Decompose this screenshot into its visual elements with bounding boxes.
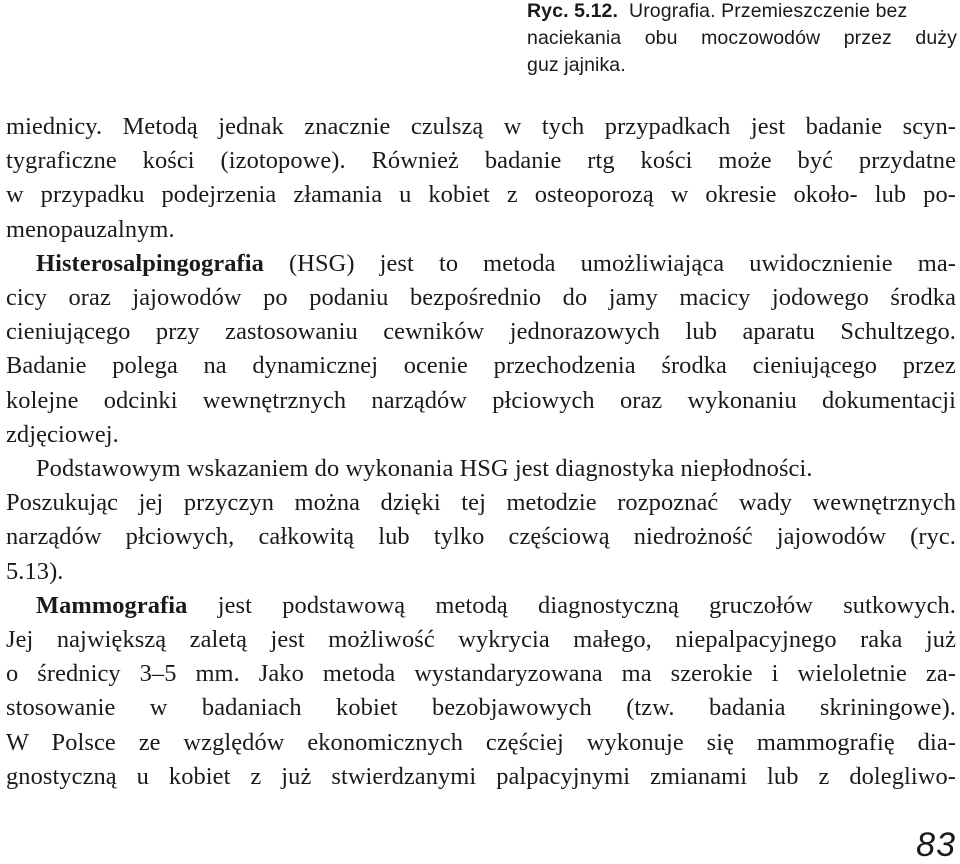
paragraph-mammography [6, 589, 956, 794]
text-line: Jej największą zaletą jest możliwość wykrycia małego, niepalpacyjnego raka już [6, 626, 956, 654]
text-line: Podstawowym wskazaniem do wykonania HSG jest diagnostyka niepłodności. [36, 455, 813, 483]
term-hsg: Histerosalpingografia [36, 249, 264, 277]
text-line [6, 247, 956, 281]
text-line [6, 589, 956, 623]
text-line: menopauzalnym. [6, 215, 175, 243]
caption-line-2: naciekania obu moczowodów przez duży [527, 27, 957, 49]
text-line: cicy oraz jajowodów po podaniu bezpośrednio do jamy macicy jodowego środka [6, 284, 956, 312]
body-text [6, 110, 956, 794]
text-line: o średnicy 3–5 mm. Jako metoda wystandaryzowana ma szerokie i wieloletnie za- [6, 660, 956, 688]
text-span: jest podstawową metodą diagnostyczną gruczołów sutkowych. [187, 591, 956, 619]
caption-line-1 [527, 0, 957, 25]
term-mammography: Mammografia [36, 591, 188, 619]
text-span: (HSG) jest to metoda umożliwiająca uwidocznienie ma- [263, 249, 956, 277]
text-line: W Polsce ze względów ekonomicznych częściej wykonuje się mammografię dia- [6, 728, 956, 756]
caption-label: Ryc. 5.12. [527, 0, 618, 22]
text-line: kolejne odcinki wewnętrznych narządów płciowych oraz wykonaniu dokumentacji [6, 386, 956, 414]
text-line: stosowanie w badaniach kobiet bezobjawowych (tzw. badania skriningowe). [6, 694, 956, 722]
paragraph-osteoporosis [6, 110, 956, 247]
caption-title: Urografia. Przemieszczenie bez [629, 0, 908, 22]
text-line: Badanie polega na dynamicznej ocenie przechodzenia środka cieniującego przez [6, 352, 956, 380]
text-line: miednicy. Metodą jednak znacznie czulszą w tych przypadkach jest badanie scyn- [6, 113, 956, 140]
paragraph-hsg [6, 247, 956, 452]
figure-caption [527, 0, 957, 79]
text-line: Poszukując jej przyczyn można dzięki tej metodzie rozpoznać wady wewnętrznych [6, 489, 956, 517]
text-line: zdjęciowej. [6, 420, 119, 448]
text-line: gnostyczną u kobiet z już stwierdzanymi palpacyjnymi zmianami lub z dolegliwo- [6, 762, 956, 790]
text-line: 5.13). [6, 557, 64, 585]
text-line: narządów płciowych, całkowitą lub tylko częściową niedrożność jajowodów (ryc. [6, 523, 956, 551]
text-line: tygraficzne kości (izotopowe). Również badanie rtg kości może być przydatne [6, 147, 956, 175]
caption-line-3: guz jajnika. [527, 54, 626, 76]
text-line: w przypadku podejrzenia złamania u kobiet z osteoporozą w okresie około- lub po- [6, 181, 956, 209]
page-number: 83 [916, 826, 956, 864]
text-line: cieniującego przy zastosowaniu cewników jednorazowych lub aparatu Schultzego. [6, 318, 956, 346]
paragraph-infertility [6, 452, 956, 589]
